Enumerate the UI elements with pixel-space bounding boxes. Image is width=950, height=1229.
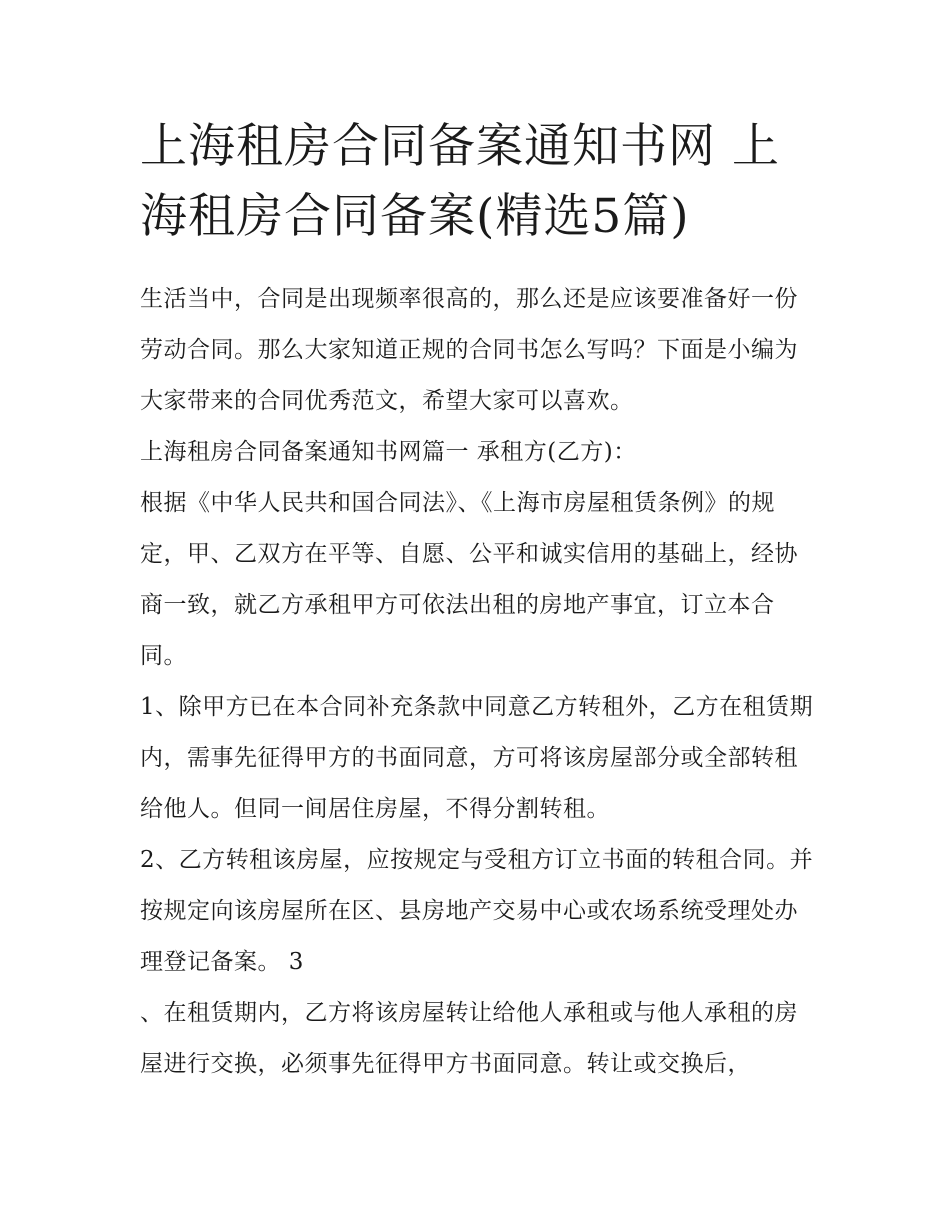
- paragraph-section-heading: 上海租房合同备案通知书网篇一 承租方(乙方)：: [140, 439, 637, 465]
- paragraph-clause-1: 1、除甲方已在本合同补充条款中同意乙方转租外，乙方在租赁期内，需事先征得甲方的书面同意，方可将该房屋部分或全部转租给他人。但同一间居住房屋，不得分割转租。: [140, 694, 814, 822]
- document-body: [140, 112, 815, 1090]
- paragraph-clause-2: 2、乙方转租该房屋，应按规定与受租方订立书面的转租合同。并按规定向该房屋所在区、县房地产交易中心或农场系统受理处办理登记备案。 3: [140, 847, 814, 975]
- paragraph-legal-basis: 根据《中华人民共和国合同法》、《上海市房屋租赁条例》的规定，甲、乙双方在平等、自愿、公平和诚实信用的基础上，经协商一致，就乙方承租甲方可依法出租的房地产事宜，订立本合同。: [140, 490, 798, 669]
- paragraph-intro: 生活当中，合同是出现频率很高的，那么还是应该要准备好一份劳动合同。那么大家知道正规的合同书怎么写吗？下面是小编为大家带来的合同优秀范文，希望大家可以喜欢。: [140, 286, 798, 414]
- document-title: 上海租房合同备案通知书网 上海租房合同备案(精选5篇): [140, 119, 780, 244]
- paragraph-clause-3: 、在租赁期内，乙方将该房屋转让给他人承租或与他人承租的房屋进行交换，必须事先征得甲方书面同意。转让或交换后，: [140, 1000, 798, 1077]
